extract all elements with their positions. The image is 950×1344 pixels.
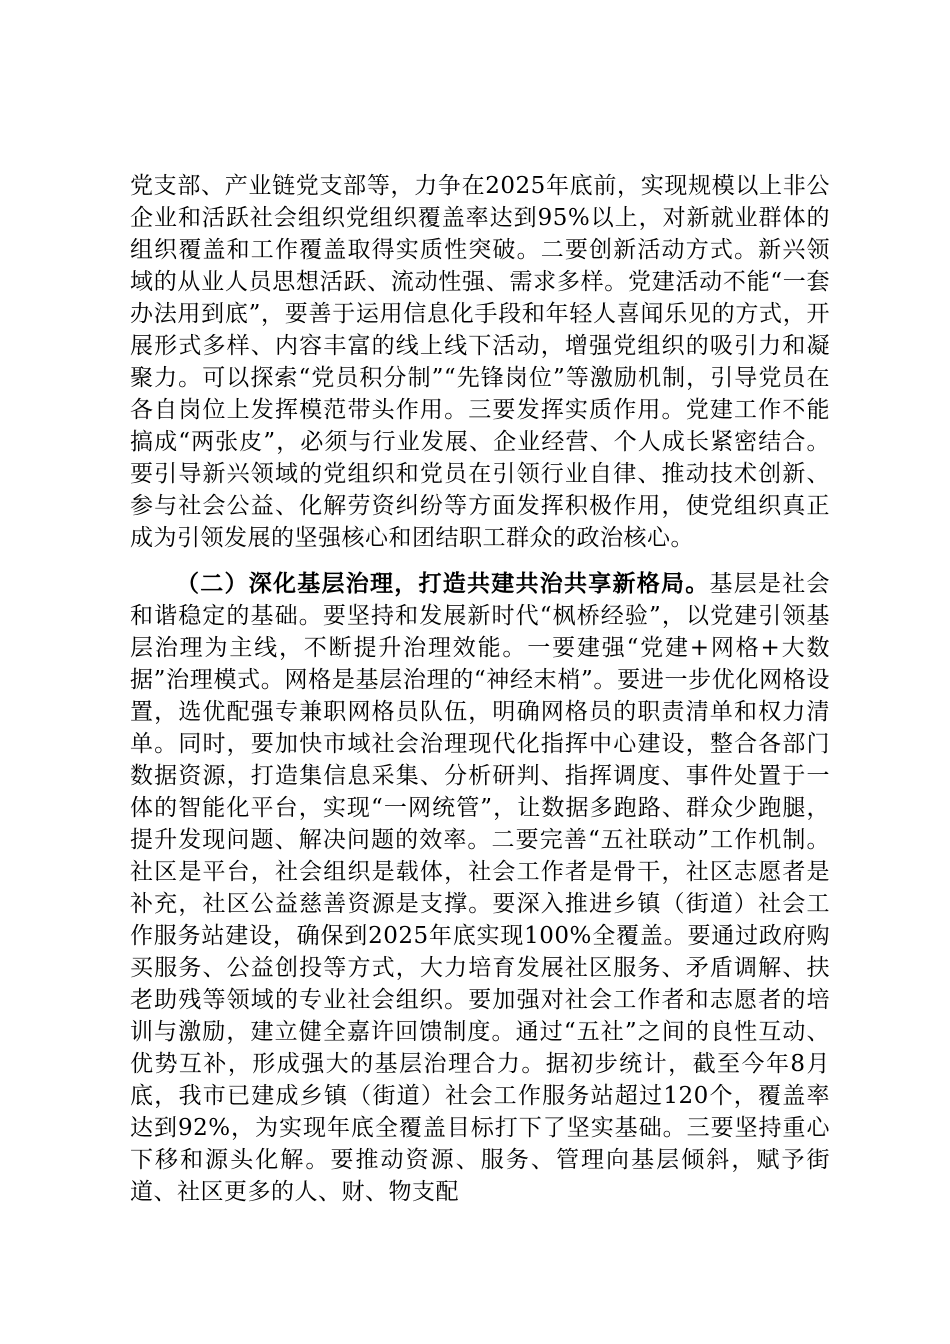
body-paragraph-2 bbox=[130, 568, 830, 1208]
section-heading: （二）深化基层治理，打造共建共治共享新格局。 bbox=[176, 570, 710, 597]
body-paragraph-2-text: 基层是社会和谐稳定的基础。要坚持和发展新时代“枫桥经验”，以党建引领基层治理为主线，不断提升治理效能。一要建强“党建+网格+大数据”治理模式。网格是基层治理的“神经末梢”。要进一步优化网格设置，选优配强专兼职网格员队伍，明确网格员的职责清单和权力清单。同时，要加快市域社会治理现代化指挥中心建设，整合各部门数据资源，打造集信息采集、分析研判、指挥调度、事件处置于一体的智能化平台，实现“一网统管”，让数据多跑路、群众少跑腿，提升发现问题、解决问题的效率。二要完善“五社联动”工作机制。社区是平台，社会组织是载体，社会工作者是骨干，社区志愿者是补充，社区公益慈善资源是支撑。要深入推进乡镇（街道）社会工作服务站建设，确保到2025年底实现100%全覆盖。要通过政府购买服务、公益创投等方式，大力培育发展社区服务、矛盾调解、扶老助残等领域的专业社会组织。要加强对社会工作者和志愿者的培训与激励，建立健全嘉许回馈制度。通过“五社”之间的良性互动、优势互补，形成强大的基层治理合力。据初步统计，截至今年8月底，我市已建成乡镇（街道）社会工作服务站超过120个，覆盖率达到92%，为实现年底全覆盖目标打下了坚实基础。三要坚持重心下移和源头化解。要推动资源、服务、管理向基层倾斜，赋予街道、社区更多的人、财、物支配 bbox=[130, 571, 830, 1205]
body-paragraph-1: 党支部、产业链党支部等，力争在2025年底前，实现规模以上非公企业和活跃社会组织党组织覆盖率达到95%以上，对新就业群体的组织覆盖和工作覆盖取得实质性突破。二要创新活动方式。新兴领域的从业人员思想活跃、流动性强、需求多样。党建活动不能“一套办法用到底”，要善于运用信息化手段和年轻人喜闻乐见的方式，开展形式多样、内容丰富的线上线下活动，增强党组织的吸引力和凝聚力。可以探索“党员积分制”“先锋岗位”等激励机制，引导党员在各自岗位上发挥模范带头作用。三要发挥实质作用。党建工作不能搞成“两张皮”，必须与行业发展、企业经营、个人成长紧密结合。要引导新兴领域的党组织和党员在引领行业自律、推动技术创新、参与社会公益、化解劳资纠纷等方面发挥积极作用，使党组织真正成为引领发展的坚强核心和团结职工群众的政治核心。 bbox=[130, 173, 830, 551]
